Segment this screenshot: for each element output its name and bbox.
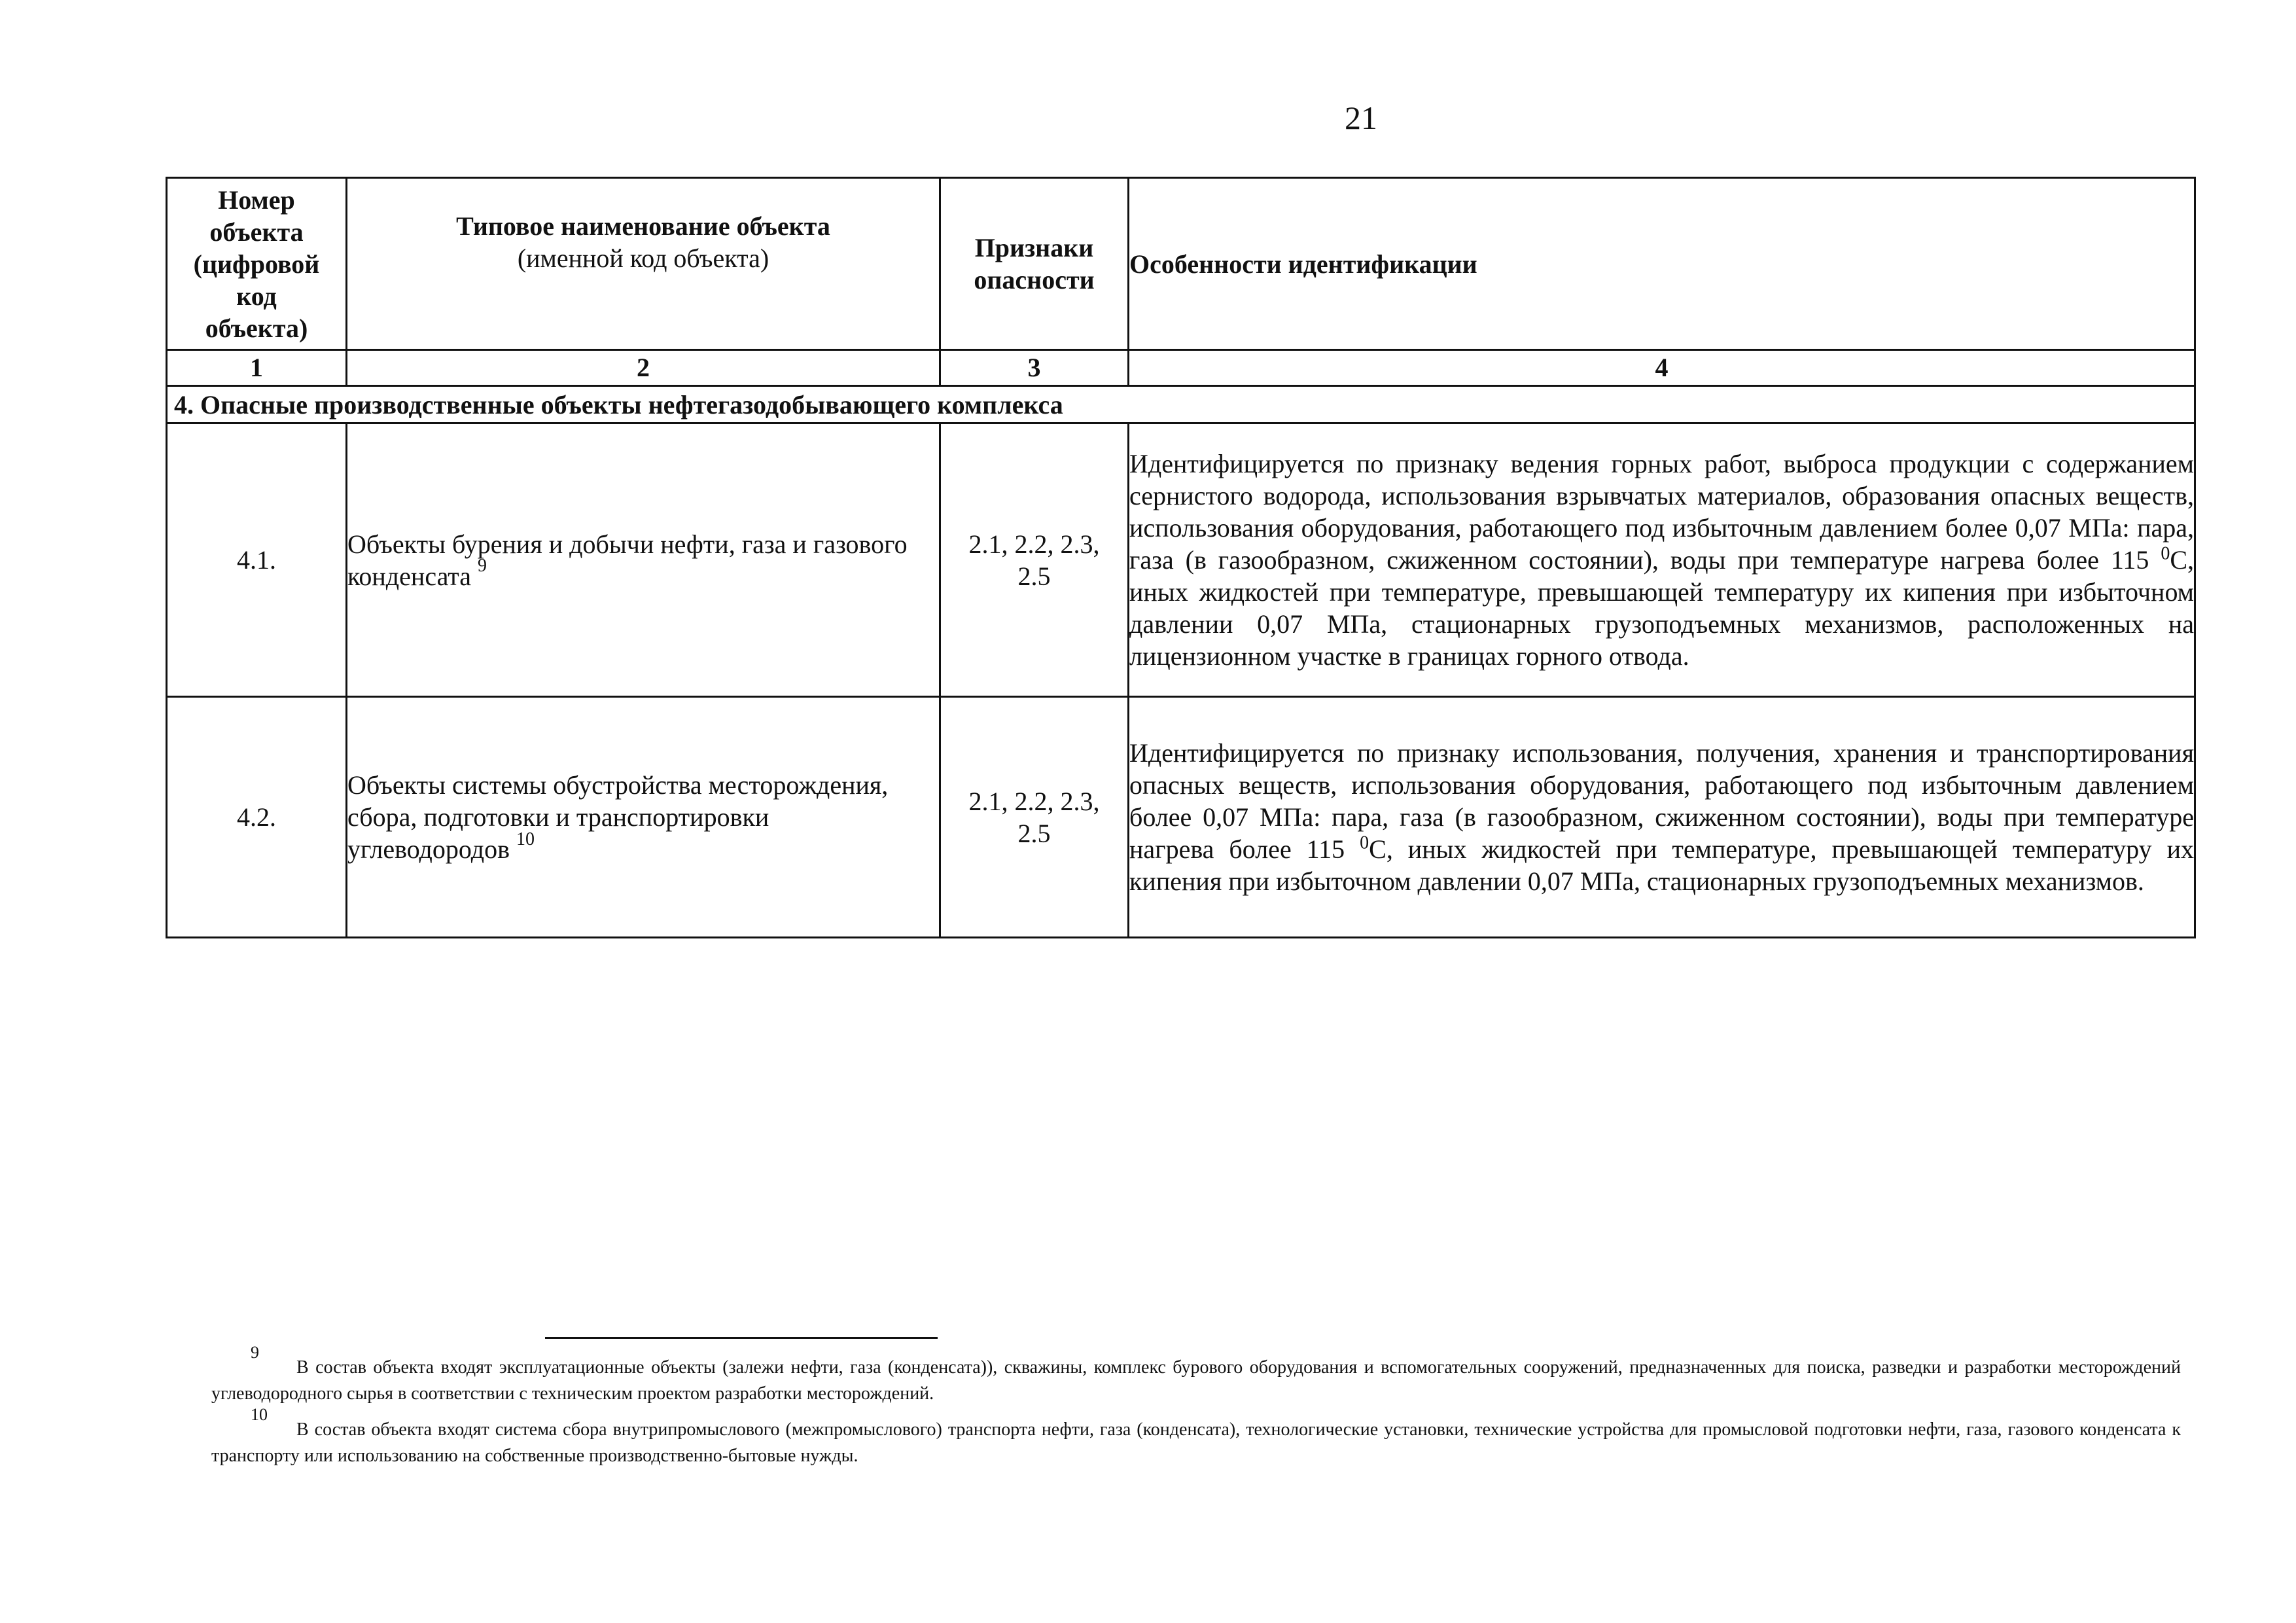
header-hazard-signs [940, 178, 1129, 350]
footnote-mark: 10 [251, 1405, 268, 1424]
column-number: 3 [940, 350, 1129, 386]
footnote-reference: 9 [478, 556, 487, 577]
column-number: 1 [167, 350, 347, 386]
table-row [167, 697, 2195, 938]
footnote-text [211, 1419, 2181, 1466]
degree-superscript: 0 [2161, 543, 2170, 564]
header-object-number [167, 178, 347, 350]
section-title: 4. Опасные производственные объекты нефтегазодобывающего комплекса [167, 386, 2195, 423]
identification-features [1129, 423, 2195, 697]
table-header-row [167, 178, 2195, 350]
degree-superscript: 0 [1360, 832, 1369, 853]
footnote [211, 1405, 2181, 1469]
object-name [347, 423, 940, 697]
object-name-text: Объекты бурения и добычи нефти, газа и газового конденсата [347, 529, 908, 591]
features-text-part-2: С, иных жидкостей при температуре, превышающей температуру их кипения при избыточном давлении 0,07 МПа, стационарных грузоподъемных механизмов. [1129, 834, 2195, 896]
features-text-part-1: Идентифицируется по признаку использования, получения, хранения и транспортирования опасных веществ, использования оборудования, работающего под избыточным давлением более 0,07 МПа: пара, газа (в газообразном, сжиженном состоянии), воды при температуре нагрева более 115 [1129, 738, 2194, 864]
object-name-text: Объекты системы обустройства месторождения, сбора, подготовки и транспортировки углеводородов [347, 770, 889, 864]
column-number: 4 [1129, 350, 2195, 386]
header-hazard-signs-line-2: опасности [974, 265, 1095, 294]
header-object-number-line-4: код [236, 281, 277, 311]
hazardous-objects-table [166, 177, 2196, 938]
column-number-row [167, 350, 2195, 386]
hazard-signs-line-2: 2.5 [1017, 561, 1051, 591]
hazard-signs-line-1: 2.1, 2.2, 2.3, [968, 786, 1100, 816]
footnote-mark: 9 [251, 1343, 259, 1362]
hazard-signs-line-2: 2.5 [1017, 818, 1051, 848]
footnote-separator [545, 1337, 938, 1339]
footnote-reference: 10 [516, 829, 535, 849]
identification-features [1129, 697, 2195, 938]
header-object-number-line-5: объекта) [205, 313, 308, 343]
hazard-signs [940, 697, 1129, 938]
section-row [167, 386, 2195, 423]
page-number: 21 [1345, 99, 1377, 136]
features-text-part-2: С, иных жидкостей при температуре, превышающей температуру их кипения при избыточном давлении 0,07 МПа, стационарных грузоподъемных механизмов, расположенных на лицензионном участке в границах горного отвода. [1129, 545, 2194, 671]
table-row [167, 423, 2195, 697]
header-object-number-line-2: объекта [209, 217, 304, 247]
object-number: 4.1. [167, 423, 347, 697]
header-hazard-signs-line-1: Признаки [974, 233, 1094, 262]
header-object-name-bold: Типовое наименование объекта [456, 211, 830, 241]
footnote [211, 1343, 2181, 1407]
header-object-number-line-3: (цифровой [193, 249, 320, 279]
object-name [347, 697, 940, 938]
column-number: 2 [347, 350, 940, 386]
header-object-name [347, 178, 940, 350]
hazard-signs-line-1: 2.1, 2.2, 2.3, [968, 529, 1100, 559]
hazard-signs [940, 423, 1129, 697]
header-object-number-line-1: Номер [218, 185, 295, 215]
footnote-text [211, 1357, 2181, 1404]
footnote-text-content: В состав объекта входят система сбора внутрипромыслового (межпромыслового) транспорта нефти, газа (конденсата), технологические установки, технические устройства для промысловой подготовки нефти, газа, газового конденсата к транспорту или использованию на собственные производственно-бытовые нужды. [211, 1419, 2181, 1466]
object-number: 4.2. [167, 697, 347, 938]
header-object-name-code: (именной код объекта) [517, 243, 769, 273]
features-text-part-1: Идентифицируется по признаку ведения горных работ, выброса продукции с содержанием сернистого водорода, использования взрывчатых материалов, образования опасных веществ, использования оборудования, работающего под избыточным давлением более 0,07 МПа: пара, газа (в газообразном, сжиженном состоянии), воды при температуре нагрева более 115 [1129, 449, 2194, 575]
footnote-text-content: В состав объекта входят эксплуатационные объекты (залежи нефти, газа (конденсата)), скважины, комплекс бурового оборудования и вспомогательных сооружений, предназначенных для поиска, разведки и разработки месторождений углеводородного сырья в соответствии с техническим проектом разработки месторождений. [211, 1357, 2181, 1404]
header-identification-features: Особенности идентификации [1129, 178, 2195, 350]
